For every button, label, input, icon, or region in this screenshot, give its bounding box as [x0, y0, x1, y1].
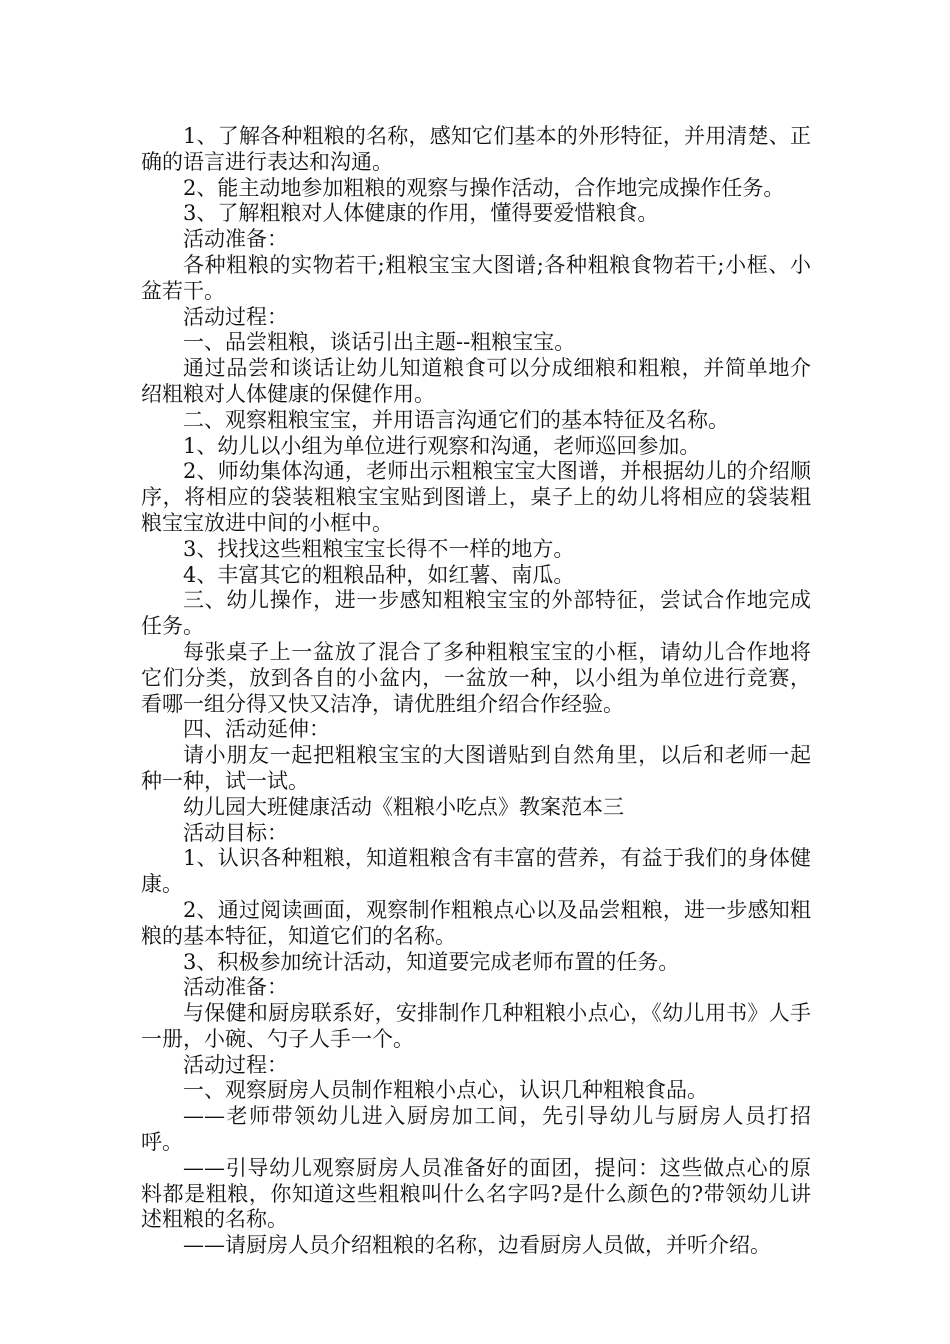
paragraph: 2、师幼集体沟通，老师出示粗粮宝宝大图谱，并根据幼儿的介绍顺序，将相应的袋装粗粮宝宝贴到图谱上，桌子上的幼儿将相应的袋装粗粮宝宝放进中间的小框中。	[141, 459, 811, 535]
document-title: 幼儿园大班健康活动《粗粮小吃点》教案范本三	[183, 794, 624, 819]
document-body	[141, 124, 811, 1259]
paragraph: 1、认识各种粗粮，知道粗粮含有丰富的营养，有益于我们的身体健康。	[141, 846, 811, 897]
section-heading: 活动过程：	[183, 304, 288, 329]
paragraph: ——引导幼儿观察厨房人员准备好的面团，提问：这些做点心的原料都是粗粮，你知道这些粗粮叫什么名字吗?是什么颜色的?带领幼儿讲述粗粮的名称。	[141, 1155, 811, 1232]
paragraph: 3、积极参加统计活动，知道要完成老师布置的任务。	[183, 949, 680, 974]
paragraph: 3、了解粗粮对人体健康的作用，懂得要爱惜粮食。	[183, 201, 659, 226]
paragraph: 通过品尝和谈话让幼儿知道粮食可以分成细粮和粗粮，并简单地介绍粗粮对人体健康的保健作用。	[141, 356, 811, 406]
paragraph: 每张桌子上一盆放了混合了多种粗粮宝宝的小框，请幼儿合作地将它们分类，放到各自的小盆内，一盆放一种，以小组为单位进行竞赛，看哪一组分得又快又洁净，请优胜组介绍合作经验。	[141, 639, 811, 716]
paragraph: ——老师带领幼儿进入厨房加工间，先引导幼儿与厨房人员打招呼。	[141, 1104, 811, 1155]
paragraph: 与保健和厨房联系好，安排制作几种粗粮小点心，《幼儿用书》人手一册，小碗、勺子人手一个。	[141, 1001, 811, 1051]
paragraph: 3、找找这些粗粮宝宝长得不一样的地方。	[183, 536, 575, 561]
paragraph: 一、观察厨房人员制作粗粮小点心，认识几种粗粮食品。	[183, 1078, 708, 1103]
section-heading: 四、活动延伸：	[183, 717, 330, 742]
paragraph: 请小朋友一起把粗粮宝宝的大图谱贴到自然角里，以后和老师一起种一种，试一试。	[141, 743, 811, 793]
paragraph: 二、观察粗粮宝宝，并用语言沟通它们的基本特征及名称。	[183, 407, 729, 432]
paragraph: 4、丰富其它的粗粮品种，如红薯、南瓜。	[183, 562, 575, 587]
paragraph: 2、通过阅读画面，观察制作粗粮点心以及品尝粗粮，进一步感知粗粮的基本特征，知道它们的名称。	[141, 897, 811, 948]
paragraph: 各种粗粮的实物若干;粗粮宝宝大图谱;各种粗粮食物若干;小框、小盆若干。	[141, 252, 811, 303]
paragraph: ——请厨房人员介绍粗粮的名称，边看厨房人员做，并听介绍。	[183, 1233, 771, 1258]
paragraph: 2、能主动地参加粗粮的观察与操作活动，合作地完成操作任务。	[183, 175, 785, 200]
paragraph: 1、幼儿以小组为单位进行观察和沟通，老师巡回参加。	[183, 433, 701, 458]
section-heading: 活动目标：	[183, 820, 288, 845]
section-heading: 活动准备：	[183, 227, 288, 252]
section-heading: 活动准备：	[183, 975, 288, 1000]
paragraph: 1、了解各种粗粮的名称，感知它们基本的外形特征，并用清楚、正确的语言进行表达和沟通。	[141, 124, 811, 174]
section-heading: 活动过程：	[183, 1052, 288, 1077]
paragraph: 三、幼儿操作，进一步感知粗粮宝宝的外部特征，尝试合作地完成任务。	[141, 588, 811, 639]
paragraph: 一、品尝粗粮，谈话引出主题--粗粮宝宝。	[183, 330, 576, 355]
